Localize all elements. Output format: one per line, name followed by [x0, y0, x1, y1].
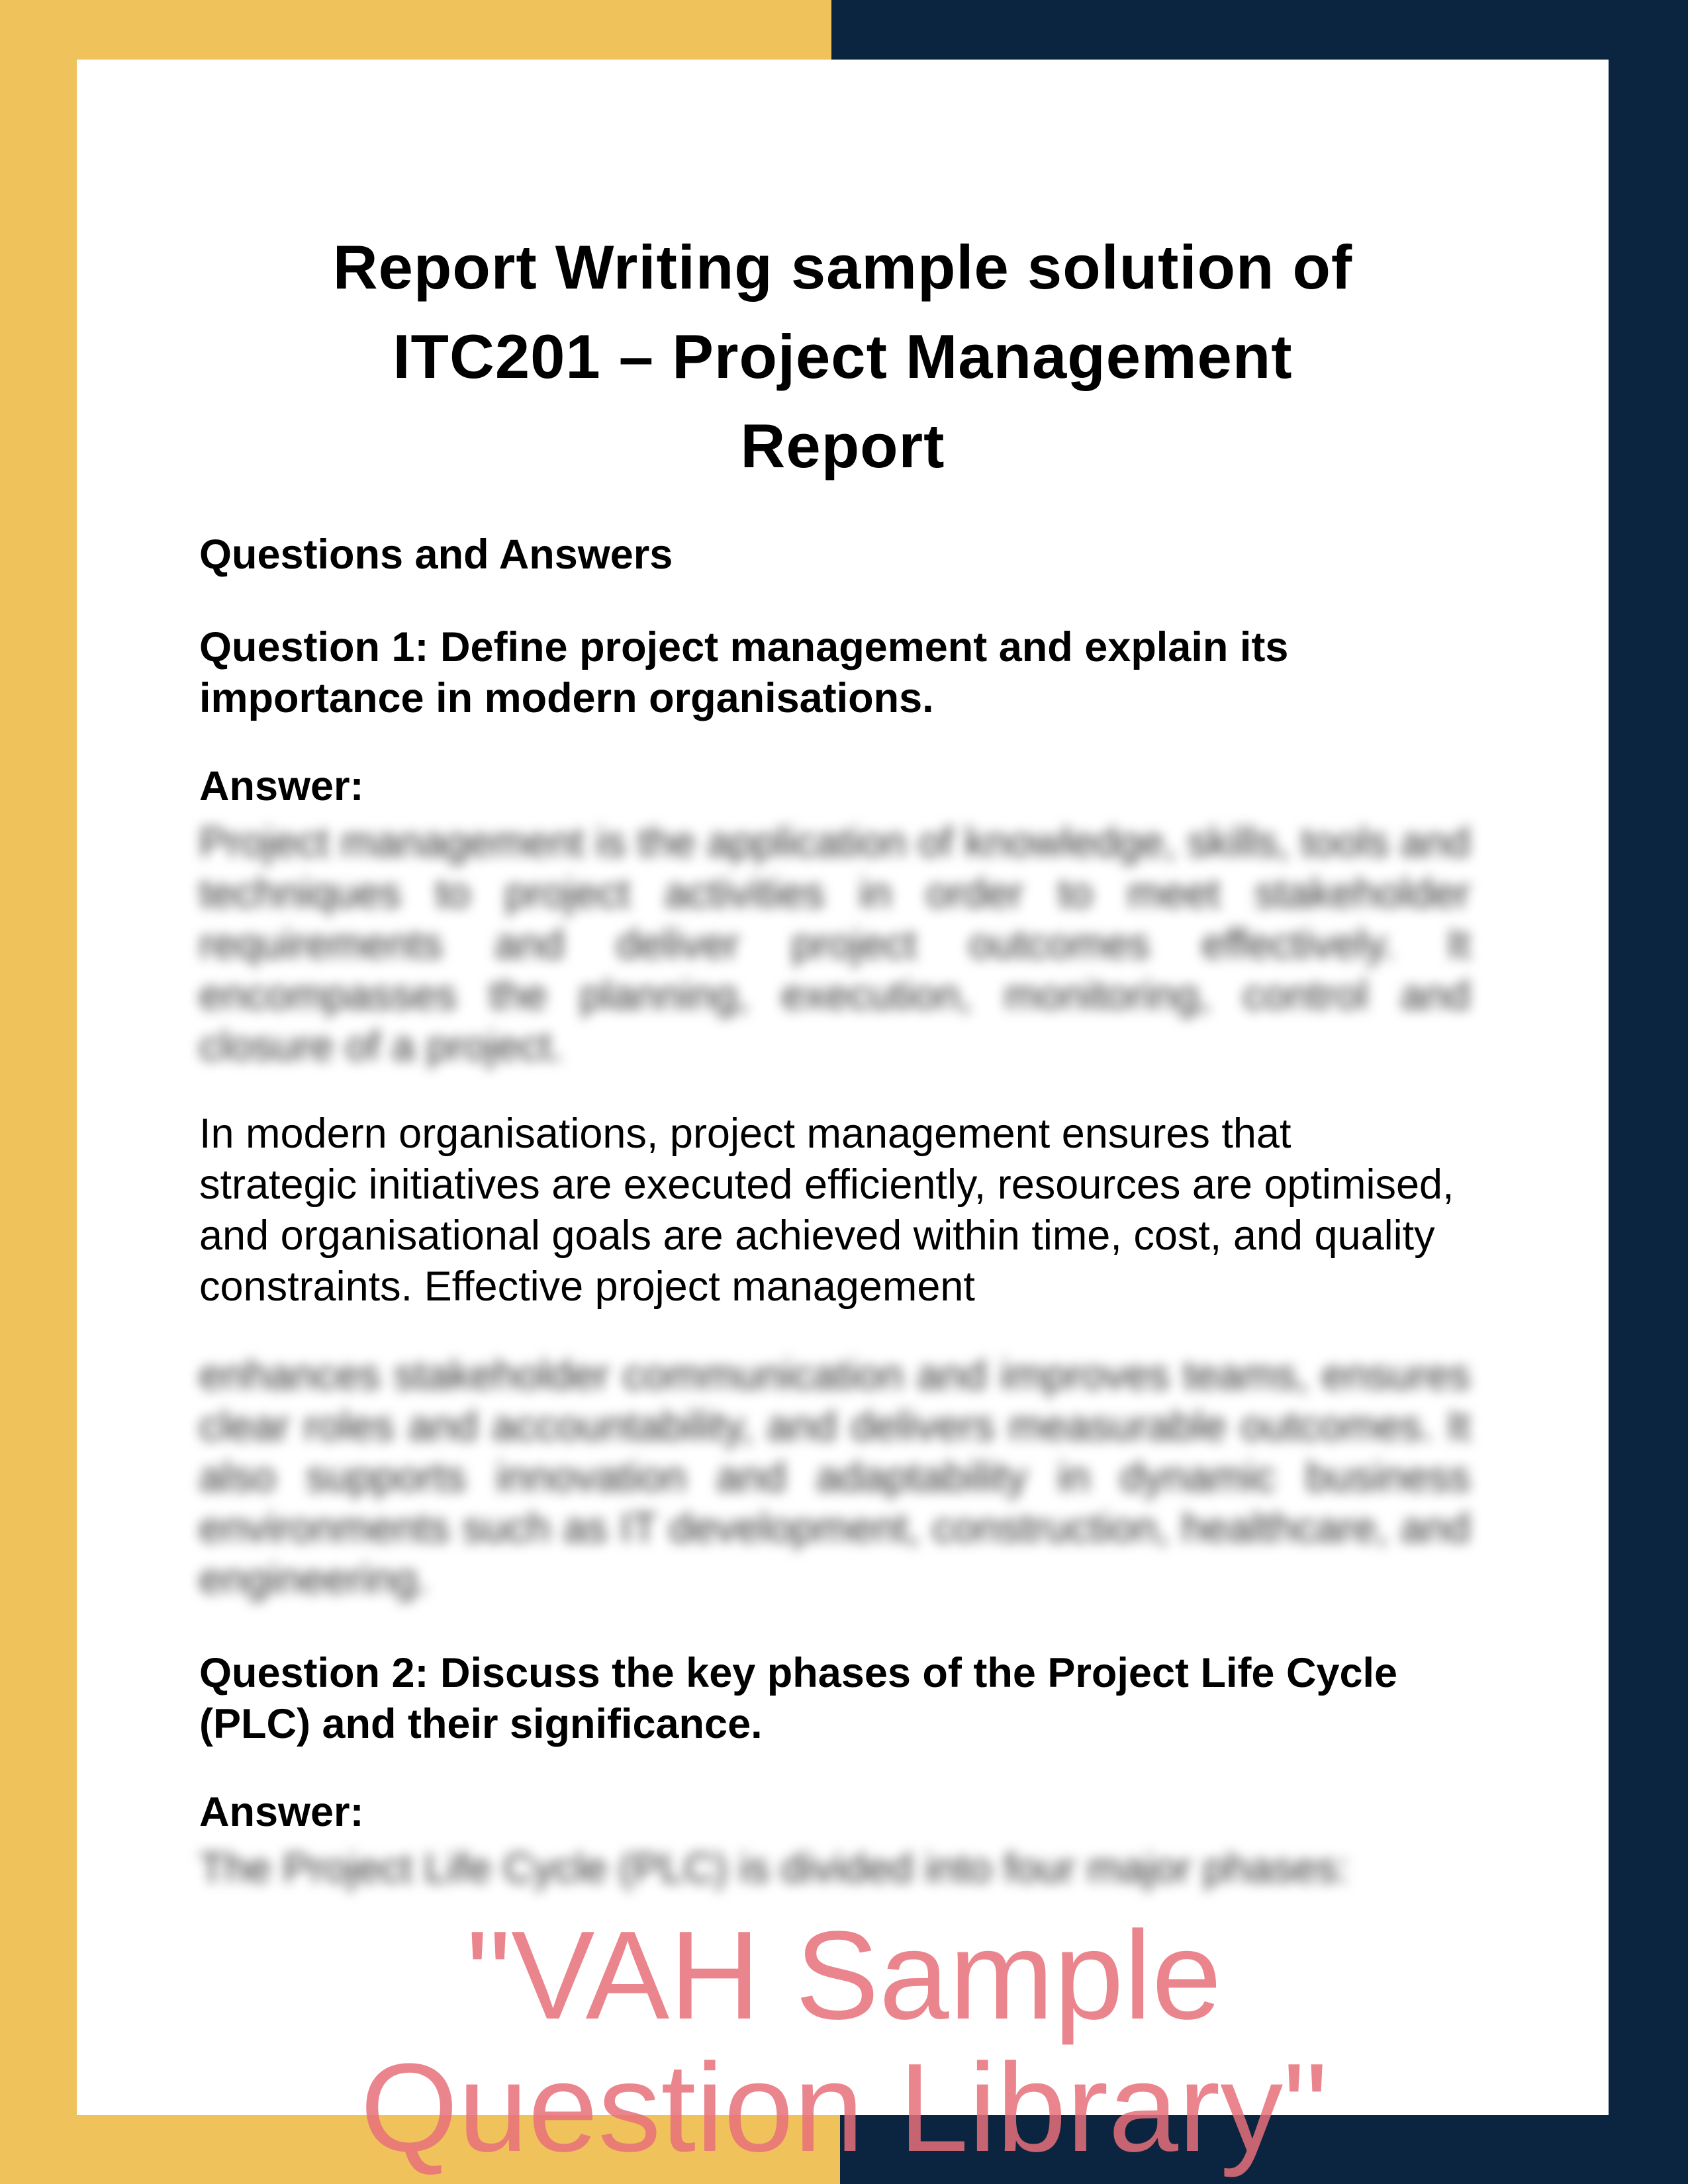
title-line: ITC201 – Project Management — [393, 322, 1293, 391]
title-line: Report — [740, 411, 945, 480]
answer-1-blurred-paragraph-2: enhances stakeholder communication and improves teams, ensures clear roles and accountability, and delivers measurable outcomes. It also supports innovation and adaptability in dynamic business environments such as IT development, construction, healthcare, and engineering. — [199, 1352, 1470, 1602]
answer-2-blurred-paragraph: The Project Life Cycle (PLC) is divided into four major phases: — [199, 1845, 1349, 1891]
question-1: Question 1: Define project management and explain its importance in modern organisations. — [199, 624, 1289, 721]
title-line: Report Writing sample solution of — [332, 232, 1353, 302]
document-title — [77, 222, 1609, 490]
answer-label-2: Answer: — [199, 1789, 364, 1835]
answer-label-1: Answer: — [199, 763, 364, 809]
answer-1-blurred-paragraph: Project management is the application of knowledge, skills, tools and techniques to project activities in order to meet stakeholder requirements and deliver project outcomes effectively. It encompasses the planning, execution, monitoring, control and closure of a project. — [199, 819, 1470, 1069]
answer-1-paragraph-2: In modern organisations, project management ensures that strategic initiatives are executed efficiently, resources are optimised, and organisational goals are achieved within time, cost, and quality constraints. Effective project management — [199, 1111, 1454, 1310]
watermark: "VAH Sample Question Library" — [360, 1905, 1328, 2178]
question-2: Question 2: Discuss the key phases of the Project Life Cycle (PLC) and their significance. — [199, 1650, 1398, 1747]
section-heading: Questions and Answers — [199, 531, 673, 578]
